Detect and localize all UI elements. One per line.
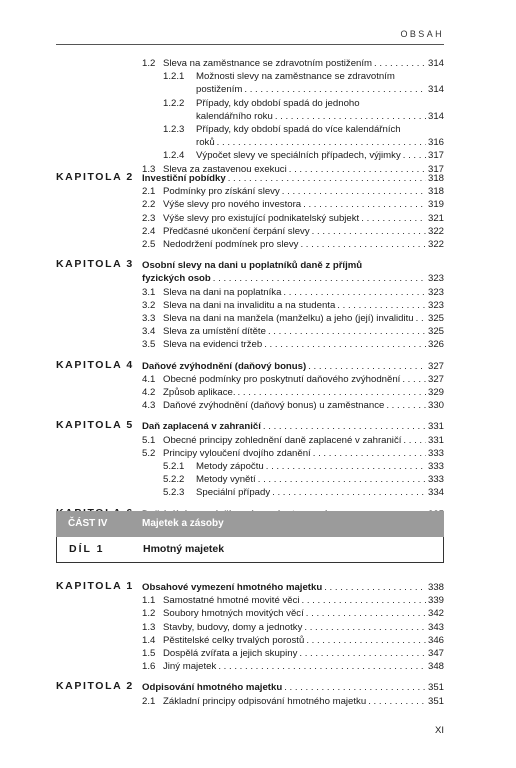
entry-page: 333 [427,461,444,472]
entry-number: 1.5 [142,648,156,659]
entry-title: Stavby, budovy, domy a jednotky [163,621,303,633]
entry-page: 351 [427,682,444,694]
toc-entry [142,660,444,674]
entry-number: 1.4 [142,634,156,646]
dot-leader [302,594,426,607]
chapter-title [142,360,444,374]
part-bar [56,511,444,537]
dot-leader [324,581,426,594]
toc-entry-continued [196,136,444,150]
entry-title: Samostatné hmotné movité věci [163,595,300,607]
division-label: DÍL 1 [69,543,105,555]
toc-entry [142,399,444,413]
entry-page: 327 [427,373,444,385]
dot-leader [304,621,426,634]
entry-title: Sleva za zastavenou exekuci [163,163,287,175]
dot-leader [284,681,426,694]
toc-entry [163,460,444,474]
toc-entry-continued [196,110,444,124]
entry-title: postižením [196,84,243,96]
chapter-title [142,259,362,273]
dot-leader [313,447,426,460]
entry-title: Pěstitelské celky trvalých porostů [163,634,305,646]
entry-number: 5.2.1 [163,461,185,472]
toc-entry [142,594,444,608]
entry-page: 351 [427,695,444,707]
entry-number: 5.2.2 [163,474,185,486]
entry-number: 3.3 [142,313,156,324]
entry-page: 322 [427,239,444,250]
entry-title: Sleva na evidenci tržeb [163,339,263,351]
entry-title: Výše slevy pro nového investora [163,199,302,211]
toc-entry [142,634,444,648]
entry-number: 1.3 [142,163,156,175]
entry-page: 318 [427,173,444,184]
dot-leader [272,486,426,499]
entry-title: Způsob aplikace. [163,387,236,398]
toc-entry [142,225,444,239]
entry-title: Možnosti slevy na zaměstnance se zdravotním [196,71,395,83]
dot-leader [308,360,426,373]
chapter-title [142,172,444,186]
entry-title: Případy, kdy období spadá do více kalendářních [196,124,401,135]
entry-number: 5.1 [142,434,156,446]
dot-leader [244,83,426,96]
entry-page: 314 [427,84,444,96]
entry-page: 314 [427,110,444,122]
entry-title: Daňové zvýhodnění (daňový bonus) [142,360,307,372]
dot-leader [268,325,426,338]
toc-entry [163,123,401,137]
entry-title: fyzických osob [142,273,211,285]
dot-leader [416,312,426,325]
entry-page: 331 [427,434,444,446]
entry-number: 5.2 [142,447,156,459]
entry-title: Obsahové vymezení hmotného majetku [142,582,323,593]
dot-leader [217,136,426,149]
entry-number: 3.1 [142,286,156,298]
toc-entry [142,198,444,212]
chapter-title [142,420,444,434]
part-title: Majetek a zásoby [142,518,224,529]
toc-entry [163,473,444,487]
entry-page: 318 [427,186,444,198]
page-number: XI [435,725,444,736]
division-title: Hmotný majetek [143,543,225,555]
chapter-label: KAPITOLA 1 [56,580,134,592]
chapter-label: KAPITOLA 2 [56,171,134,183]
dot-leader [361,212,426,225]
dot-leader [264,338,426,351]
toc-entry [163,149,444,163]
dot-leader [402,373,426,386]
toc-entry [142,386,444,400]
entry-title: Sleva na dani na manžela (manželku) a jeho (její) invaliditu [163,313,414,324]
entry-page: 325 [427,326,444,338]
chapter-title [142,272,444,286]
entry-page: 316 [427,137,444,149]
entry-number: 2.4 [142,225,156,237]
dot-leader [306,634,426,647]
chapter-label: KAPITOLA 5 [56,419,134,432]
toc-entry [142,57,444,71]
dot-leader [283,286,426,299]
division-box [56,537,444,563]
entry-title: Speciální případy [196,487,271,499]
entry-number: 2.3 [142,212,156,224]
entry-title: Investiční pobídky [142,173,226,184]
dot-leader [368,695,426,708]
toc-entry [163,486,444,500]
entry-page: 326 [427,339,444,351]
entry-title: Daň zaplacená v zahraničí [142,421,261,433]
chapter-title [142,681,444,695]
chapter-label: KAPITOLA 3 [56,258,134,271]
toc-entry [142,647,444,661]
entry-page: 317 [427,150,444,162]
entry-number: 5.2.3 [163,487,185,499]
entry-title: Sleva za umístění dítěte [163,326,266,338]
toc-entry [142,238,444,252]
toc-entry [142,695,444,709]
toc-entry [142,607,444,621]
entry-number: 4.3 [142,400,156,412]
toc-entry [142,325,444,339]
entry-page: 346 [427,634,444,646]
entry-page: 339 [427,595,444,607]
entry-page: 325 [427,313,444,324]
chapter-label: KAPITOLA 4 [56,358,134,371]
toc-entry [163,97,360,111]
header-label: OBSAH [400,29,444,39]
entry-title: Odpisování hmotného majetku [142,682,283,694]
toc-entry [163,70,395,84]
toc-entry [142,299,444,313]
entry-page: 314 [427,58,444,69]
entry-number: 2.1 [142,186,156,198]
chapter-label: KAPITOLA 2 [56,680,134,693]
toc-entry-continued [196,83,444,97]
dot-leader [218,660,426,673]
entry-number: 1.2.2 [163,97,185,109]
entry-title: Předčasné ukončení čerpání slevy [163,225,310,237]
entry-number: 4.2 [142,387,156,398]
toc-entry [142,373,444,387]
entry-page: 322 [427,225,444,237]
entry-number: 1.2.1 [163,71,185,83]
entry-number: 1.2 [142,58,156,69]
header-rule [56,44,444,45]
entry-number: 1.6 [142,661,156,673]
dot-leader [403,434,426,447]
entry-title: Výše slevy pro existující podnikatelský subjekt [163,212,360,224]
entry-number: 2.5 [142,239,156,250]
entry-page: 327 [427,360,444,372]
entry-page: 321 [427,212,444,224]
dot-leader [263,420,426,433]
entry-title: Sleva na dani na poplatníka [163,286,282,298]
dot-leader [403,149,426,162]
entry-page: 329 [427,387,444,398]
entry-page: 338 [427,582,444,593]
dot-leader [282,185,426,198]
entry-title: Principy vyloučení dvojího zdanění [163,447,311,459]
entry-title: Soubory hmotných movitých věcí [163,608,304,620]
toc-entry [142,621,444,635]
toc-entry [142,286,444,300]
entry-title: Výpočet slevy ve speciálních případech, výjimky [196,150,401,162]
entry-number: 4.1 [142,373,156,385]
entry-title: Daňové zvýhodnění (daňový bonus) u zaměstnance [163,400,385,412]
entry-page: 333 [427,447,444,459]
entry-title: Obecné podmínky pro poskytnutí daňového zvýhodnění [163,373,401,385]
dot-leader [306,607,426,620]
entry-title: Sleva na dani na invaliditu a na studenta [163,299,336,311]
entry-number: 1.2 [142,608,156,620]
entry-title: Nedodržení podmínek pro slevy [163,239,299,250]
entry-title: Podmínky pro získání slevy [163,186,280,198]
toc-entry [142,212,444,226]
entry-page: 317 [427,163,444,175]
entry-title: roků [196,137,215,149]
entry-number: 2.1 [142,695,156,707]
entry-page: 343 [427,621,444,633]
entry-page: 323 [427,286,444,298]
entry-number: 1.3 [142,621,156,633]
dot-leader [386,399,426,412]
chapter-title [142,581,444,595]
toc-entry [142,434,444,448]
toc-entry [142,312,444,326]
entry-title: Základní principy odpisování hmotného majetku [163,695,367,707]
entry-title: Jiný majetek [163,661,217,673]
dot-leader [303,198,426,211]
entry-number: 1.2.4 [163,150,185,162]
entry-page: 331 [427,421,444,433]
dot-leader [213,272,426,285]
entry-title: Metody zápočtu [196,461,264,472]
entry-title: Dospělá zvířata a jejich skupiny [163,648,298,659]
entry-page: 348 [427,661,444,673]
entry-page: 347 [427,648,444,659]
toc-entry [142,185,444,199]
entry-title: Osobní slevy na dani u poplatníků daně z příjmů [142,260,363,272]
dot-leader [275,110,426,123]
dot-leader [228,172,426,185]
dot-leader [374,57,426,70]
entry-number: 3.2 [142,299,156,311]
entry-page: 330 [427,400,444,412]
dot-leader [337,299,426,312]
entry-page: 333 [427,474,444,486]
part-label: ČÁST IV [68,518,108,529]
entry-title: Sleva na zaměstnance se zdravotním postižením [163,58,373,69]
entry-title: kalendářního roku [196,110,273,122]
entry-page: 323 [427,299,444,311]
entry-page: 319 [427,199,444,211]
dot-leader [300,238,426,251]
entry-number: 1.1 [142,595,156,607]
entry-page: 342 [427,608,444,620]
dot-leader [299,647,426,660]
entry-page: 323 [427,273,444,285]
entry-title: Případy, kdy období spadá do jednoho [196,97,360,109]
dot-leader [238,386,426,399]
toc-entry [142,447,444,461]
entry-title: Obecné principy zohlednění daně zaplacené v zahraničí [163,434,402,446]
entry-page: 334 [427,487,444,499]
toc-entry [142,338,444,352]
entry-number: 3.5 [142,339,156,351]
dot-leader [312,225,426,238]
dot-leader [258,473,426,486]
entry-title: Metody vynětí [196,474,256,486]
entry-number: 2.2 [142,199,156,211]
entry-number: 3.4 [142,326,156,338]
dot-leader [266,460,426,473]
entry-number: 1.2.3 [163,124,185,135]
